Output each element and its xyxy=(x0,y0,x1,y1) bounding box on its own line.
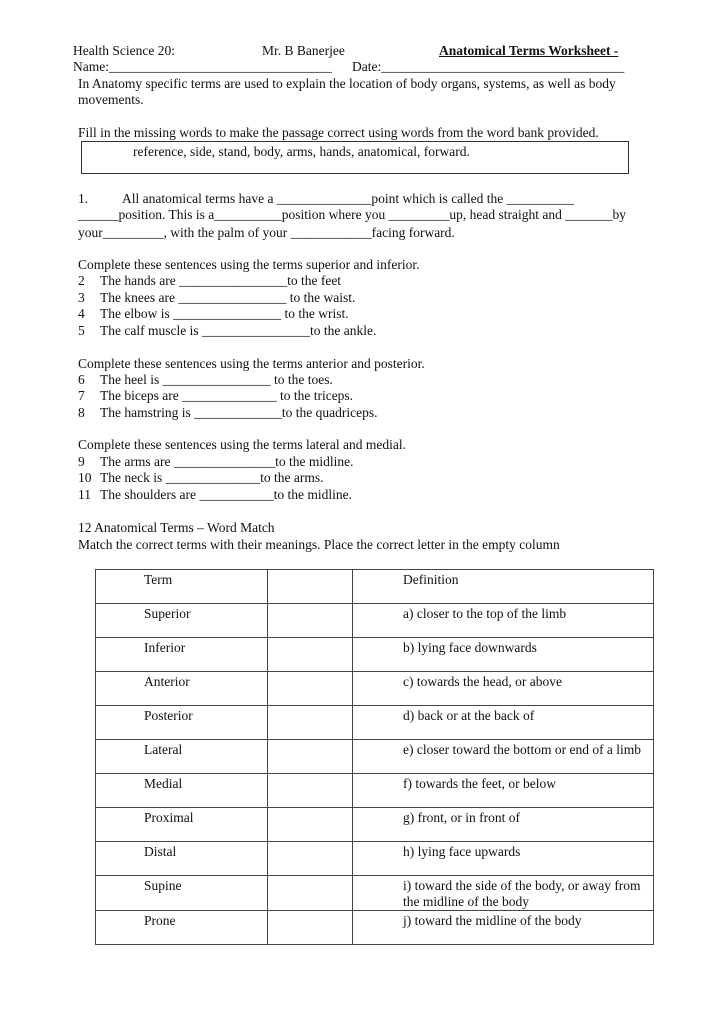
word-bank-text: reference, side, stand, body, arms, hands, anatomical, forward. xyxy=(133,144,470,159)
item-text[interactable]: The calf muscle is ________________to the ankle. xyxy=(100,323,377,338)
item-number: 2 xyxy=(78,273,85,288)
section-heading-anterior-posterior: Complete these sentences using the terms anterior and posterior. xyxy=(78,356,425,371)
item-text[interactable]: The knees are ________________ to the waist. xyxy=(100,290,356,305)
term-cell: Superior xyxy=(96,604,268,638)
header-answer-cell xyxy=(268,570,353,604)
definition-cell: c) towards the head, or above xyxy=(353,672,654,706)
answer-cell[interactable] xyxy=(268,638,353,672)
word-bank-box xyxy=(81,141,629,174)
table-row xyxy=(96,911,654,945)
section-heading-lateral-medial: Complete these sentences using the terms lateral and medial. xyxy=(78,437,407,452)
date-field[interactable]: Date:____________________________________ xyxy=(352,59,625,74)
table-row xyxy=(96,604,654,638)
definition-cell: b) lying face downwards xyxy=(353,638,654,672)
term-cell: Lateral xyxy=(96,740,268,774)
term-cell: Inferior xyxy=(96,638,268,672)
definition-cell: g) front, or in front of xyxy=(353,808,654,842)
item-text[interactable]: The hands are ________________to the feet xyxy=(100,273,342,288)
item-number: 6 xyxy=(78,372,85,387)
item-text[interactable]: The arms are _______________to the midline. xyxy=(100,454,354,469)
q1-number: 1. xyxy=(78,191,89,206)
q1-line-2[interactable]: ______position. This is a__________position where you _________up, head straight and _______by xyxy=(78,207,626,222)
answer-cell[interactable] xyxy=(268,876,353,911)
definition-cell: e) closer toward the bottom or end of a limb xyxy=(353,740,654,774)
table-row xyxy=(96,842,654,876)
table-header-row xyxy=(96,570,654,604)
definition-cell: i) toward the side of the body, or away from the midline of the body xyxy=(353,876,654,911)
definition-cell: j) toward the midline of the body xyxy=(353,911,654,945)
answer-cell[interactable] xyxy=(268,740,353,774)
item-number: 11 xyxy=(78,487,91,502)
term-cell: Medial xyxy=(96,774,268,808)
course-label: Health Science 20: xyxy=(73,43,175,58)
header-definition: Definition xyxy=(353,570,654,604)
word-match-table xyxy=(95,569,654,945)
table-row xyxy=(96,774,654,808)
item-number: 7 xyxy=(78,388,85,403)
item-text[interactable]: The shoulders are ___________to the midline. xyxy=(100,487,352,502)
table-row xyxy=(96,876,654,911)
definition-cell: f) towards the feet, or below xyxy=(353,774,654,808)
answer-cell[interactable] xyxy=(268,911,353,945)
item-number: 4 xyxy=(78,306,85,321)
item-text[interactable]: The hamstring is _____________to the quadriceps. xyxy=(100,405,378,420)
table-row xyxy=(96,740,654,774)
item-text[interactable]: The heel is ________________ to the toes. xyxy=(100,372,333,387)
answer-cell[interactable] xyxy=(268,604,353,638)
table-row xyxy=(96,672,654,706)
word-match-heading: 12 Anatomical Terms – Word Match xyxy=(78,520,275,535)
item-number: 3 xyxy=(78,290,85,305)
item-number: 9 xyxy=(78,454,85,469)
item-number: 10 xyxy=(78,470,92,485)
term-cell: Anterior xyxy=(96,672,268,706)
worksheet-title: Anatomical Terms Worksheet - xyxy=(439,43,619,58)
answer-cell[interactable] xyxy=(268,672,353,706)
intro-line-2: movements. xyxy=(78,92,144,107)
definition-cell: a) closer to the top of the limb xyxy=(353,604,654,638)
definition-cell: h) lying face upwards xyxy=(353,842,654,876)
answer-cell[interactable] xyxy=(268,842,353,876)
q1-line-3[interactable]: your_________, with the palm of your ____________facing forward. xyxy=(78,225,455,240)
item-text[interactable]: The neck is ______________to the arms. xyxy=(100,470,324,485)
item-text[interactable]: The biceps are ______________ to the triceps. xyxy=(100,388,354,403)
table-row xyxy=(96,638,654,672)
answer-cell[interactable] xyxy=(268,706,353,740)
answer-cell[interactable] xyxy=(268,808,353,842)
q1-line-1[interactable]: All anatomical terms have a ______________point which is called the __________ xyxy=(122,191,575,206)
teacher-label: Mr. B Banerjee xyxy=(262,43,345,58)
answer-cell[interactable] xyxy=(268,774,353,808)
term-cell: Proximal xyxy=(96,808,268,842)
item-number: 5 xyxy=(78,323,85,338)
intro-line-1: In Anatomy specific terms are used to explain the location of body organs, systems, as well as body xyxy=(78,76,616,91)
section-heading-superior-inferior: Complete these sentences using the terms superior and inferior. xyxy=(78,257,420,272)
term-cell: Prone xyxy=(96,911,268,945)
instruction-text: Fill in the missing words to make the passage correct using words from the word bank provided. xyxy=(78,125,599,140)
header-term: Term xyxy=(96,570,268,604)
term-cell: Posterior xyxy=(96,706,268,740)
table-row xyxy=(96,706,654,740)
name-field[interactable]: Name:_________________________________ xyxy=(73,59,332,74)
word-match-instruction: Match the correct terms with their meanings. Place the correct letter in the empty column xyxy=(78,537,560,552)
item-text[interactable]: The elbow is ________________ to the wrist. xyxy=(100,306,349,321)
term-cell: Supine xyxy=(96,876,268,911)
item-number: 8 xyxy=(78,405,85,420)
definition-cell: d) back or at the back of xyxy=(353,706,654,740)
term-cell: Distal xyxy=(96,842,268,876)
table-row xyxy=(96,808,654,842)
